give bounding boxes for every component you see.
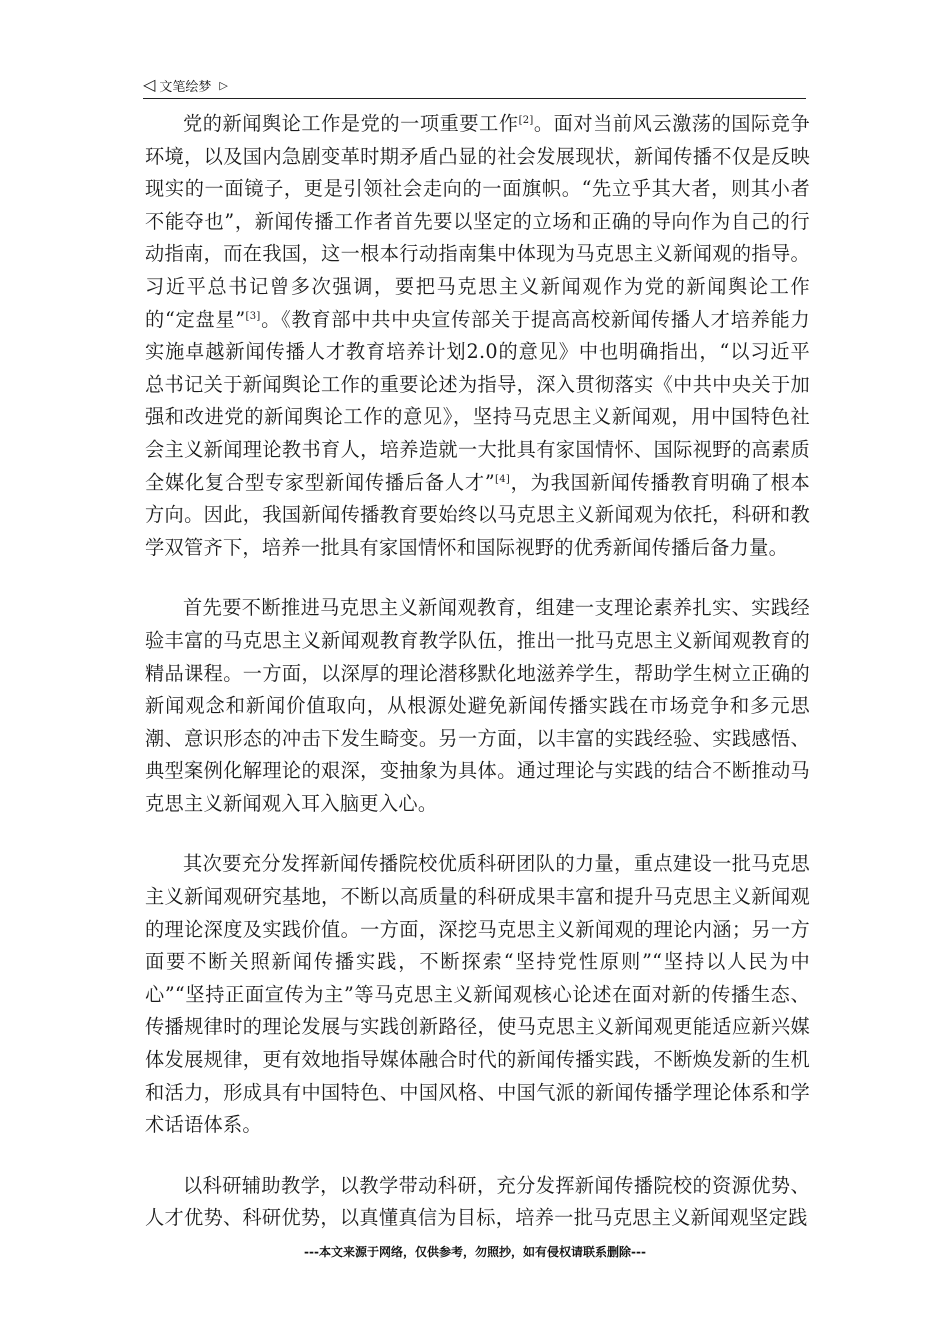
paragraph bbox=[145, 1170, 810, 1235]
triangle-left-icon: ◁ bbox=[143, 75, 156, 94]
page-header bbox=[143, 72, 806, 99]
paragraph bbox=[145, 592, 810, 820]
paragraph-text: 党的新闻舆论工作是党的一项重要工作 bbox=[183, 112, 519, 135]
paragraph-text: 。面对当前风云激荡的国际竞争环境，以及国内急剧变革时期矛盾凸显的社会发展现状，新闻传播不仅是反映现实的一面镜子，更是引领社会走向的一面旗帜。“先立乎其大者，则其小者不能夺也”，新闻传播工作者首先要以坚定的立场和正确的导向作为自己的行动指南，而在我国，这一根本行动指南集中体现为马克思主义新闻观的指导。习近平总书记曾多次强调，要把马克思主义新闻观作为党的新闻舆论工作的“定盘星” bbox=[145, 112, 810, 331]
citation-marker: [4] bbox=[495, 473, 511, 485]
document-body bbox=[145, 108, 810, 1263]
citation-marker: [3] bbox=[245, 310, 261, 322]
citation-marker: [2] bbox=[518, 115, 534, 126]
triangle-right-icon: ▷ bbox=[219, 78, 228, 92]
paragraph bbox=[145, 108, 810, 564]
paragraph-text: 首先要不断推进马克思主义新闻观教育，组建一支理论素养扎实、实践经验丰富的马克思主义新闻观教育教学队伍，推出一批马克思主义新闻观教育的精品课程。一方面，以深厚的理论潜移默化地滋养学生，帮助学生树立正确的新闻观念和新闻价值取向，从根源处避免新闻传播实践在市场竞争和多元思潮、意识形态的冲击下发生畸变。另一方面，以丰富的实践经验、实践感悟、典型案例化解理论的艰深，变抽象为具体。通过理论与实践的结合不断推动马克思主义新闻观入耳入脑更入心。 bbox=[145, 596, 810, 815]
paragraph-text: 以科研辅助教学，以教学带动科研，充分发挥新闻传播院校的资源优势、人才优势、科研优势，以真懂真信为目标，培养一批马克思主义新闻观坚定践 bbox=[145, 1173, 810, 1230]
footer-disclaimer: ---本文来源于网络，仅供参考，勿照抄，如有侵权请联系删除--- bbox=[304, 1245, 646, 1259]
paragraph bbox=[145, 848, 810, 1141]
header-brand: 文笔绘梦 bbox=[159, 79, 212, 95]
paragraph-text: ，为我国新闻传播教育明确了根本方向。因此，我国新闻传播教育要始终以马克思主义新闻观为依托，科研和教学双管齐下，培养一批具有家国情怀和国际视野的优秀新闻传播后备力量。 bbox=[145, 470, 811, 559]
paragraph-text: 其次要充分发挥新闻传播院校优质科研团队的力量，重点建设一批马克思主义新闻观研究基地，不断以高质量的科研成果丰富和提升马克思主义新闻观的理论深度及实践价值。一方面，深挖马克思主义新闻观的理论内涵；另一方面要不断关照新闻传播实践，不断探索“坚持党性原则”“坚持以人民为中心”“坚持正面宣传为主”等马克思主义新闻观核心论述在面对新的传播生态、传播规律时的理论发展与实践创新路径，使马克思主义新闻观更能适应新兴媒体发展规律，更有效地指导媒体融合时代的新闻传播实践，不断焕发新的生机和活力，形成具有中国特色、中国风格、中国气派的新闻传播学理论体系和学术话语体系。 bbox=[145, 852, 810, 1137]
paragraph-text: 。《教育部中共中央宣传部关于提高高校新闻传播人才培养能力实施卓越新闻传播人才教育培养计划2.0的意见》中也明确指出，“以习近平总书记关于新闻舆论工作的重要论述为指导，深入贯彻落实《中共中央关于加强和改进党的新闻舆论工作的意见》，坚持马克思主义新闻观，用中国特色社会主义新闻理论教书育人，培养造就一大批具有家国情怀、国际视野的高素质全媒化复合型专家型新闻传播后备人才” bbox=[145, 307, 810, 494]
